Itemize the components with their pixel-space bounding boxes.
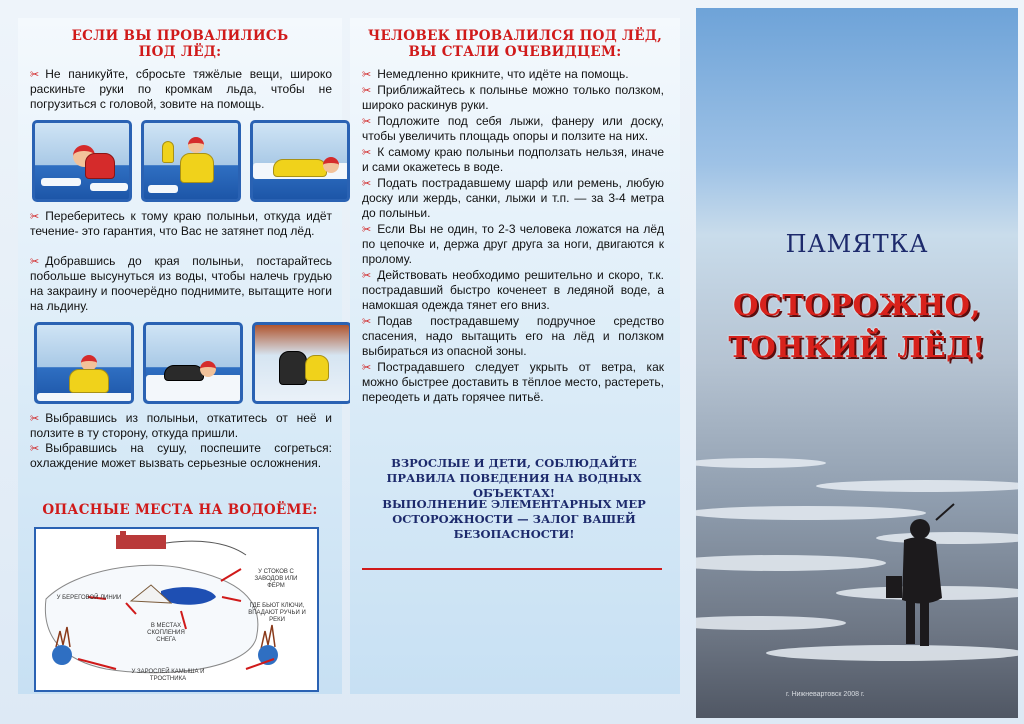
city-year-note: г. Нижневартовск 2008 г. — [786, 691, 865, 698]
factory-icon — [116, 535, 166, 549]
leaflet-label: ПАМЯТКА — [785, 230, 929, 258]
map-label-shore: У БЕРЕГОВОЙ ЛИНИИ — [56, 595, 122, 601]
bullet-icon: ✂ — [362, 361, 372, 374]
bullet-icon: ✂ — [362, 68, 372, 81]
fisherman-silhouette — [886, 504, 954, 646]
map-label-springs: ГДЕ БЬЮТ КЛЮЧИ, ВПАДАЮТ РУЧЬИ И РЕКИ — [248, 603, 306, 623]
advice-paragraph: ✂ Переберитесь к тому краю полыньи, откуда идёт течение- это гарантия, что Вас не затянет под лёд. — [30, 209, 332, 238]
map-label-factories: У СТОКОВ С ЗАВОДОВ ИЛИ ФЕРМ — [254, 569, 298, 589]
bullet-icon: ✂ — [30, 210, 40, 223]
advice-paragraph: ✂ Не паникуйте, сбросьте тяжёлые вещи, широко раскиньте руки по кромкам льда, чтобы не погрузиться с головой, зовите на помощь. — [30, 67, 332, 111]
map-label-reeds: У ЗАРОСЛЕЙ КАМЫША И ТРОСТНИКА — [131, 669, 205, 682]
list-item: ✂ Пострадавшего следует укрыть от ветра, как можно быстрее доставить в тёплое место, растереть, переодеть и дать горячее питьё. — [362, 360, 664, 404]
bullet-icon: ✂ — [30, 255, 40, 268]
bullet-icon: ✂ — [30, 442, 40, 455]
bullet-icon: ✂ — [30, 412, 40, 425]
illustration-pulling-out — [34, 322, 134, 404]
witness-heading: ЧЕЛОВЕК ПРОВАЛИЛСЯ ПОД ЛЁД, ВЫ СТАЛИ ОЧЕВИДЦЕМ: — [367, 28, 663, 60]
illustration-rolling-away — [143, 322, 243, 404]
bullet-icon: ✂ — [362, 146, 372, 159]
list-item: ✂ Если Вы не один, то 2-3 человека ложатся на лёд по цепочке и, держа друг друга за ноги, двигаются к пролому. — [362, 222, 664, 266]
lake-outline — [45, 565, 258, 673]
advice-paragraph: ✂ Добравшись до края полыньи, постарайтесь побольше высунуться из воды, чтобы налечь грудью на закраину и поочерёдно поднимите, вытащите ноги на льдину. — [30, 254, 332, 313]
bullet-icon: ✂ — [362, 269, 372, 282]
advice-paragraph: ✂ Выбравшись из полыньи, откатитесь от неё и ползите в ту сторону, откуда пришли. — [30, 411, 332, 440]
divider-line — [362, 568, 662, 570]
illustration-row-2 — [34, 322, 352, 404]
bullet-icon: ✂ — [362, 223, 372, 236]
appeal-safety: ВЫПОЛНЕНИЕ ЭЛЕМЕНТАРНЫХ МЕР ОСТОРОЖНОСТИ — ЗАЛОГ ВАШЕЙ БЕЗОПАСНОСТИ! — [382, 497, 646, 541]
list-item: ✂ Подать пострадавшему шарф или ремень, любую доску или жердь, санки, лыжи и т.п. — за 3-4 метра до полыньи. — [362, 176, 664, 220]
danger-places-map — [34, 527, 319, 692]
appeal-rules: ВЗРОСЛЫЕ И ДЕТИ, СОБЛЮДАЙТЕ ПРАВИЛА ПОВЕДЕНИЯ НА ВОДНЫХ ОБЪЕКТАХ! — [386, 456, 642, 500]
list-item: ✂ К самому краю полыньи подползать нельзя, иначе и сами окажетесь в воде. — [362, 145, 664, 174]
list-item: ✂ Действовать необходимо решительно и скоро, т.к. пострадавший быстро коченеет в ледяной воде, а намокшая одежда тянет его вниз. — [362, 268, 664, 312]
list-item: ✂ Немедленно крикните, что идёте на помощь. — [362, 67, 629, 81]
bullet-icon: ✂ — [362, 84, 372, 97]
cover-title: ОСТОРОЖНО, ТОНКИЙ ЛЁД! — [728, 288, 986, 364]
bullet-icon: ✂ — [362, 115, 372, 128]
bullet-icon: ✂ — [30, 68, 40, 81]
bullet-icon: ✂ — [362, 177, 372, 190]
cover-panel — [696, 8, 1018, 718]
list-item: ✂ Подав пострадавшему подручное средство спасения, надо вытащить его на лёд и ползком выбираться из опасной зоны. — [362, 314, 664, 358]
bullet-icon: ✂ — [362, 315, 372, 328]
list-item: ✂ Подложите под себя лыжи, фанеру или доску, чтобы увеличить площадь опоры и ползите на них. — [362, 114, 664, 143]
illustration-person-in-hole — [32, 120, 132, 202]
list-item: ✂ Приближайтесь к полынье можно только ползком, широко раскинув руки. — [362, 83, 664, 112]
illustration-arms-spread — [141, 120, 241, 202]
map-label-snow: В МЕСТАХ СКОПЛЕНИЯ СНЕГА — [147, 623, 185, 643]
advice-paragraph: ✂ Выбравшись на сушу, поспешите согреться: охлаждение может вызвать серьезные осложнения. — [30, 441, 332, 470]
danger-places-heading: ОПАСНЫЕ МЕСТА НА ВОДОЁМЕ: — [42, 502, 318, 518]
illustration-reaching-shore — [252, 322, 352, 404]
witness-list — [362, 66, 664, 405]
fell-through-heading: ЕСЛИ ВЫ ПРОВАЛИЛИСЬ ПОД ЛЁД: — [71, 28, 289, 60]
illustration-climbing-out — [250, 120, 350, 202]
illustration-row-1 — [32, 120, 350, 202]
